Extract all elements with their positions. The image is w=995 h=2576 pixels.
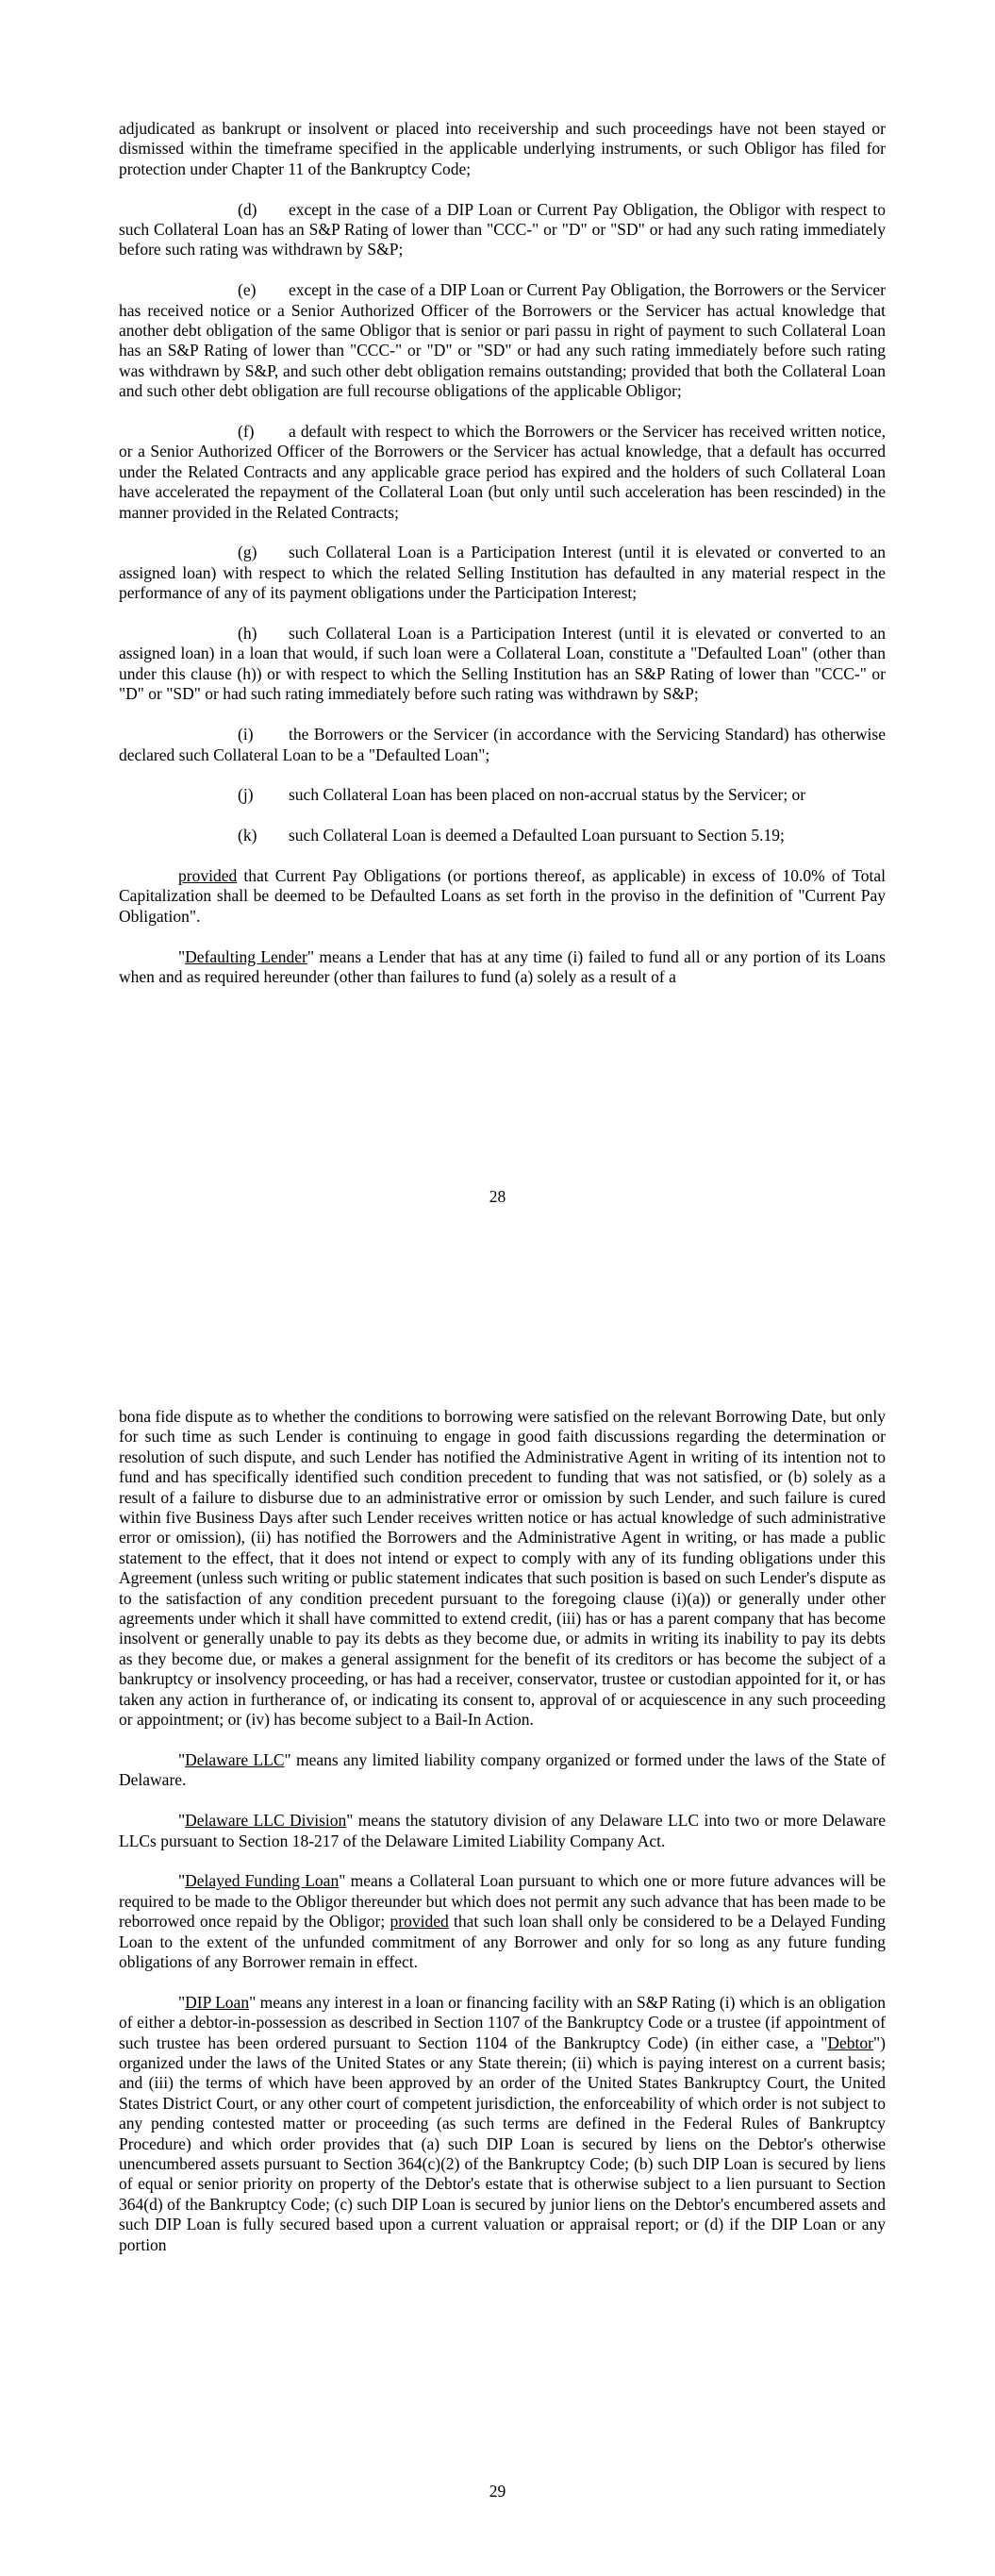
page-28-body [119,119,886,1008]
clause-k: (k) such Collateral Loan is deemed a Defaulted Loan pursuant to Section 5.19; [238,826,785,845]
clause-j: (j) such Collateral Loan has been placed on non-accrual status by the Servicer; or [238,785,806,805]
clause-d: (d) except in the case of a DIP Loan or Current Pay Obligation, the Obligor with respect to such Collateral Loan has an S&P Rating of lower than "CCC-" or "D" or "SD" or had any such rating immediately before such rating was withdrawn by S&P; [119,199,886,259]
clause-e: (e) except in the case of a DIP Loan or Current Pay Obligation, the Borrowers or the Servicer has received notice or a Senior Authorized Officer of the Borrowers or the Servicer has actual knowledge that another debt obligation of the same Obligor that is senior or pari passu in right of payment to such Collateral Loan has an S&P Rating of lower than "CCC-" or "D" or "SD" or had any such rating immediately before such rating was withdrawn by S&P, and such other debt obligation remains outstanding; provided that both the Collateral Loan and such other debt obligation are full recourse obligations of the applicable Obligor; [119,280,886,401]
definition-delayed-funding-loan: "Delayed Funding Loan" means a Collateral Loan pursuant to which one or more future advances will be required to be made to the Obligor thereunder but which does not permit any such advance that has been made to be reborrowed once repaid by the Obligor; provided that such loan shall only be considered to be a Delayed Funding Loan to the extent of the unfunded commitment of any Borrower and only for so long as any future funding obligations of any Borrower remain in effect. [119,1871,887,1971]
clause-f: (f) a default with respect to which the Borrowers or the Servicer has received written notice, or a Senior Authorized Officer of the Borrowers or the Servicer has actual knowledge, that a default has occurred under the Related Contracts and any applicable grace period has expired and the holders of such Collateral Loan have accelerated the repayment of the Collateral Loan (but only until such acceleration has been rescinded) in the manner provided in the Related Contracts; [119,422,886,522]
page-29 [0,1288,995,2576]
paragraph-continuation: adjudicated as bankrupt or insolvent or placed into receivership and such proceedings have not been stayed or dismissed within the timeframe specified in the applicable underlying instruments, or such Obligor has filed for protection under Chapter 11 of the Bankruptcy Code; [119,119,886,178]
page-number: 29 [489,2482,506,2501]
proviso-paragraph: provided that Current Pay Obligations (or portions thereof, as applicable) in excess of 10.0% of Total Capitalization shall be deemed to be Defaulted Loans as set forth in the proviso in the definition of "Current Pay Obligation". [119,865,886,926]
clause-h: (h) such Collateral Loan is a Participation Interest (until it is elevated or converted to an assigned loan) in a loan that would, if such loan were a Collateral Loan, constitute a "Defaulted Loan" (other than under this clause (h)) or with respect to which the Selling Institution has an S&P Rating of lower than "CCC-" or "D" or "SD" or had such rating immediately before such rating was withdrawn by S&P; [119,624,886,704]
page-29-body [119,1407,886,2275]
definition-dip-loan: "DIP Loan" means any interest in a loan or financing facility with an S&P Rating (i) which is an obligation of either a debtor-in-possession as described in Section 1107 of the Bankruptcy Code or a trustee (if appointment of such trustee has been ordered pursuant to Section 1104 of the Bankruptcy Code) (in either case, a "Debtor") organized under the laws of the United States or any State therein; (ii) which is paying interest on a current basis; and (iii) the terms of which have been approved by an order of the United States Bankruptcy Court, the United States District Court, or any other court of competent jurisdiction, the enforceability of which order is not subject to any pending contested matter or proceeding (as such terms are defined in the Federal Rules of Bankruptcy Procedure) and which order provides that (a) such DIP Loan is secured by liens on the Debtor's otherwise unencumbered assets pursuant to Section 364(c)(2) of the Bankruptcy Code; (b) such DIP Loan is secured by liens of equal or senior priority on property of the Debtor's estate that is otherwise subject to a lien pursuant to Section 364(d) of the Bankruptcy Code; (c) such DIP Loan is secured by junior liens on the Debtor's encumbered assets and such DIP Loan is fully secured based upon a current valuation or appraisal report; or (d) if the DIP Loan or any portion [119,1992,886,2254]
defined-term: DIP Loan [185,1992,250,2012]
page-number: 28 [489,1187,506,1206]
defined-term: Delaware LLC [185,1749,285,1769]
definition-defaulting-lender: "Defaulting Lender" means a Lender that has at any time (i) failed to fund all or any portion of its Loans when and as required hereunder (other than failures to fund (a) solely as a result of a [119,946,886,986]
definition-delaware-llc-division: "Delaware LLC Division" means the statutory division of any Delaware LLC into two or more Delaware LLCs pursuant to Section 18-217 of the Delaware Limited Liability Company Act. [119,1811,886,1850]
defined-term: Defaulting Lender [185,946,307,966]
defined-term: Delaware LLC Division [185,1811,347,1831]
defined-term: Delayed Funding Loan [185,1871,340,1891]
paragraph-continuation: bona fide dispute as to whether the conditions to borrowing were satisfied on the relevant Borrowing Date, but only for such time as such Lender is continuing to engage in good faith discussions regarding the determination or resolution of such dispute, and such Lender has notified the Administrative Agent in writing of its intention not to fund and has specifically identified such condition precedent to funding that was not satisfied, or (b) solely as a result of a failure to disburse due to an administrative error or omission by such Lender, and such failure is cured within five Business Days after such Lender receives written notice or has actual knowledge of such administrative error or omission), (ii) has notified the Borrowers and the Administrative Agent in writing, or has made a public statement to the effect, that it does not intend or expect to comply with any of its funding obligations under this Agreement (unless such writing or public statement indicates that such position is based on such Lender's dispute as to the satisfaction of any condition precedent pursuant to the foregoing clause (i)(a)) or generally under other agreements under which it shall have committed to extend credit, (iii) has or has a parent company that has become insolvent or generally unable to pay its debts as they become due, or admits in writing its inability to pay its debts as they become due, or makes a general assignment for the benefit of its creditors or has become the subject of a bankruptcy or insolvency proceeding, or has had a receiver, conservator, trustee or custodian appointed for it, or has taken any action in furtherance of, or indicating its consent to, approval of or acquiescence in any such proceeding or appointment; or (iv) has become subject to a Bail-In Action. [119,1407,886,1730]
clause-i: (i) the Borrowers or the Servicer (in accordance with the Servicing Standard) has otherwise declared such Collateral Loan to be a "Defaulted Loan"; [119,725,886,764]
clause-g: (g) such Collateral Loan is a Participation Interest (until it is elevated or converted to an assigned loan) with respect to which the related Selling Institution has defaulted in any material respect in the performance of any of its payment obligations under the Participation Interest; [119,543,886,603]
definition-delaware-llc: "Delaware LLC" means any limited liability company organized or formed under the laws of the State of Delaware. [119,1749,886,1790]
